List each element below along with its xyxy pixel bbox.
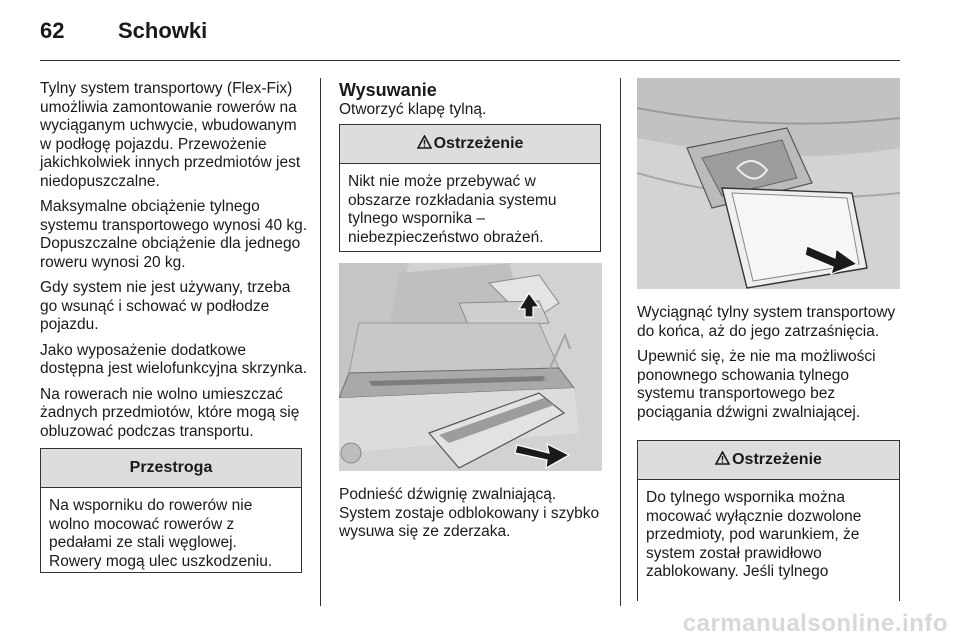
warning-box-text: Nikt nie może przebywać w obszarze rozkładania systemu tylnego wspornika – niebezpieczeństwo obrażeń.: [348, 173, 557, 246]
warning-box-text: Do tylnego wspornika można mocować wyłącznie dozwolone przedmioty, pod warunkiem, że system został prawidłowo zablokowany. Jeśli tylnego: [646, 489, 862, 580]
warning-triangle-icon: [417, 135, 432, 149]
paragraph: Maksymalne obciążenie tylnego systemu transportowego wynosi 40 kg. Dopuszczalne obciążenie dla jednego roweru wynosi 20 kg.: [40, 198, 308, 271]
warning-box-header: [638, 441, 899, 480]
chapter-title: Schowki: [118, 18, 208, 43]
paragraph: Tylny system transportowy (Flex-Fix) umożliwia zamontowanie rowerów na wyciąganym uchwycie, wbudowanym w podłogę pojazdu. Przewożenie jakichkolwiek innych przedmiotów jest niedopuszczalne.: [40, 80, 301, 190]
paragraph: Otworzyć klapę tylną.: [339, 101, 487, 118]
column-3: [637, 304, 902, 429]
column-divider-2: [620, 78, 621, 606]
watermark: carmanualsonline.info: [682, 610, 948, 637]
warning-box: [637, 440, 900, 601]
warning-box: [339, 124, 601, 252]
column-1: [40, 80, 310, 448]
warning-box-header: [340, 125, 600, 164]
caution-box: [40, 448, 302, 573]
paragraph: Upewnić się, że nie ma możliwości ponownego schowania tylnego systemu transportowego bez pociągania dźwigni zwalniającej.: [637, 348, 876, 421]
column-divider-1: [320, 78, 321, 606]
caution-box-title: Przestroga: [41, 449, 301, 488]
caution-box-text: Na wsporniku do rowerów nie wolno mocować rowerów z pedałami ze stali węglowej. Rowery mogą ulec uszkodzeniu.: [49, 497, 273, 570]
column-2: [339, 80, 604, 127]
paragraph: Gdy system nie jest używany, trzeba go wsunąć i schować w podłodze pojazdu.: [40, 279, 291, 333]
warning-triangle-icon: [715, 451, 730, 465]
illustration-caption: Podnieść dźwignię zwalniającą. System zostaje odblokowany i szybko wysuwa się ze zderzaka.: [339, 486, 600, 540]
paragraph: Na rowerach nie wolno umieszczać żadnych przedmiotów, które mogą się obluzować podczas transportu.: [40, 385, 300, 440]
trunk-release-lever-illustration: [339, 263, 602, 471]
header-rule: [40, 60, 900, 61]
paragraph: Wyciągnąć tylny system transportowy do końca, aż do jego zatrzaśnięcia.: [637, 304, 896, 340]
carrier-extended-illustration: [637, 78, 900, 289]
section-heading: Wysuwanie: [339, 80, 437, 100]
page-number: 62: [40, 18, 65, 43]
warning-box-title: Ostrzeżenie: [732, 451, 822, 468]
warning-box-title: Ostrzeżenie: [433, 135, 524, 152]
paragraph: Jako wyposażenie dodatkowe dostępna jest wielofunkcyjna skrzynka.: [40, 341, 308, 377]
